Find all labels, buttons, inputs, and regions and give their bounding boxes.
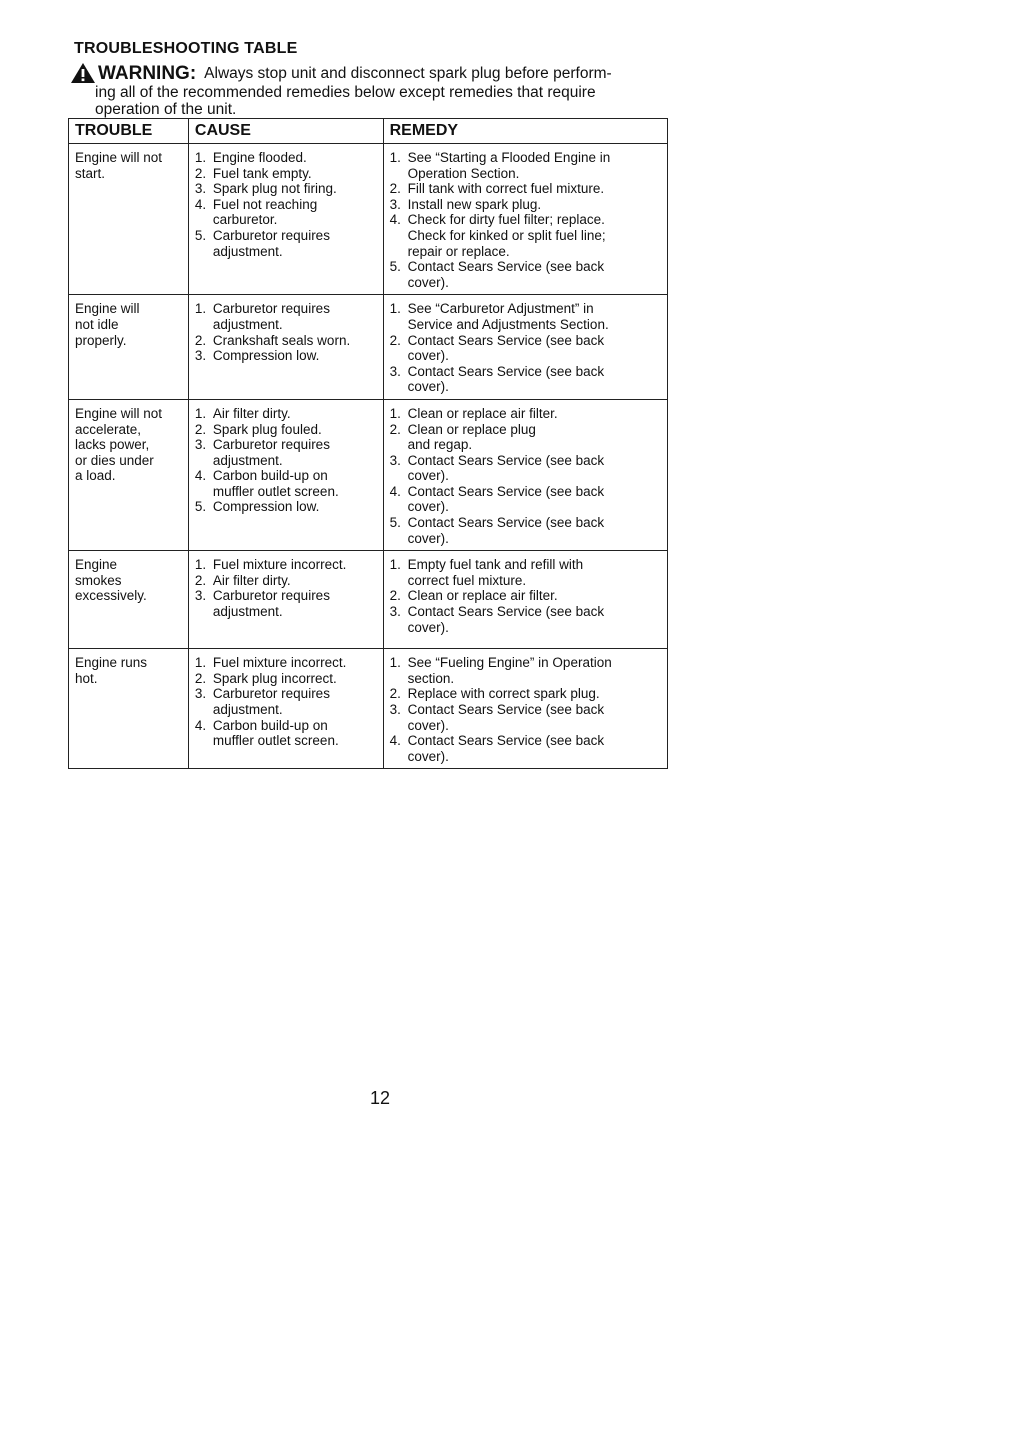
troubleshooting-table xyxy=(68,118,668,769)
item-line: Check for dirty fuel filter; replace. xyxy=(407,212,605,228)
remedy-item xyxy=(390,197,661,213)
cause-item xyxy=(195,301,377,332)
item-text xyxy=(408,588,661,604)
item-number: 2. xyxy=(194,332,207,348)
cause-item xyxy=(195,468,377,499)
item-number: 3. xyxy=(389,363,401,379)
item-text xyxy=(213,718,377,749)
remedy-item xyxy=(390,588,661,604)
item-text xyxy=(408,181,661,197)
item-line: correct fuel mixture. xyxy=(407,572,527,588)
item-number: 1. xyxy=(389,150,401,165)
item-number: 1. xyxy=(194,405,207,421)
remedy-cell xyxy=(383,399,667,550)
item-line: Compression low. xyxy=(212,348,320,364)
item-number: 3. xyxy=(194,437,207,453)
remedy-item xyxy=(390,515,661,546)
item-line: Clean or replace air filter. xyxy=(407,588,558,604)
item-line: Air filter dirty. xyxy=(212,405,291,421)
item-line: Carburetor requires xyxy=(212,301,330,317)
trouble-line: hot. xyxy=(75,670,98,686)
item-number: 1. xyxy=(389,655,401,671)
cause-item xyxy=(195,499,377,515)
item-line: carburetor. xyxy=(212,212,278,228)
remedy-item xyxy=(390,364,661,395)
item-number: 5. xyxy=(194,499,207,515)
item-number: 2. xyxy=(389,686,401,702)
item-line: Replace with correct spark plug. xyxy=(407,686,600,702)
item-text xyxy=(213,557,377,573)
item-text xyxy=(408,406,661,422)
trouble-line: accelerate, xyxy=(75,421,142,437)
warning-first-line xyxy=(70,62,670,84)
trouble-cell xyxy=(69,399,189,550)
item-line: cover). xyxy=(407,348,449,364)
cause-item xyxy=(195,348,377,364)
item-line: Carburetor requires xyxy=(212,227,330,243)
cause-item xyxy=(195,588,377,619)
item-line: See “Starting a Flooded Engine in xyxy=(407,150,611,165)
trouble-line: Engine will not xyxy=(75,405,163,421)
trouble-line: or dies under xyxy=(75,452,154,468)
trouble-line: Engine xyxy=(75,557,118,573)
trouble-line: properly. xyxy=(75,332,127,348)
table-row xyxy=(69,551,668,649)
item-number: 4. xyxy=(194,717,207,733)
remedy-item xyxy=(390,422,661,453)
item-text xyxy=(408,259,661,290)
header-cause: CAUSE xyxy=(188,119,383,144)
item-text xyxy=(213,573,377,589)
warning-text-line3: operation of the unit. xyxy=(95,101,237,118)
cause-item xyxy=(195,228,377,259)
warning-label: WARNING: xyxy=(98,62,197,84)
item-text xyxy=(213,150,377,166)
cause-item xyxy=(195,437,377,468)
trouble-line: a load. xyxy=(75,468,116,484)
item-line: Fill tank with correct fuel mixture. xyxy=(407,181,605,197)
cause-item xyxy=(195,197,377,228)
item-number: 4. xyxy=(194,196,207,212)
remedy-item xyxy=(390,150,661,181)
item-number: 2. xyxy=(389,588,401,604)
cause-item xyxy=(195,181,377,197)
remedy-item xyxy=(390,181,661,197)
item-line: adjustment. xyxy=(212,702,283,718)
item-line: See “Carburetor Adjustment” in xyxy=(407,301,594,317)
remedy-item xyxy=(390,333,661,364)
item-line: Air filter dirty. xyxy=(212,572,291,588)
cause-cell xyxy=(188,144,383,295)
item-text xyxy=(213,181,377,197)
trouble-line: smokes xyxy=(75,572,122,588)
item-line: Carburetor requires xyxy=(212,686,330,702)
item-line: Crankshaft seals worn. xyxy=(212,332,351,348)
cause-item xyxy=(195,150,377,166)
remedy-item xyxy=(390,702,661,733)
item-line: Contact Sears Service (see back xyxy=(407,259,605,275)
item-number: 2. xyxy=(389,181,401,197)
cause-cell xyxy=(188,295,383,400)
item-text xyxy=(408,150,661,181)
item-text xyxy=(213,588,377,619)
remedy-item xyxy=(390,212,661,259)
warning-triangle-icon xyxy=(70,62,96,84)
item-line: cover). xyxy=(407,499,449,515)
item-text xyxy=(213,468,377,499)
item-number: 2. xyxy=(194,572,207,588)
item-line: Carbon build-up on xyxy=(212,468,328,484)
item-line: Carburetor requires xyxy=(212,588,330,604)
trouble-cell xyxy=(69,295,189,400)
item-text xyxy=(213,166,377,182)
item-number: 1. xyxy=(194,557,207,573)
item-line: muffler outlet screen. xyxy=(212,483,339,499)
item-line: cover). xyxy=(407,530,449,546)
item-number: 5. xyxy=(389,259,401,275)
item-number: 3. xyxy=(389,452,401,468)
item-number: 3. xyxy=(194,686,207,702)
remedy-item xyxy=(390,301,661,332)
item-text xyxy=(408,197,661,213)
item-text xyxy=(408,364,661,395)
remedy-item xyxy=(390,557,661,588)
item-text xyxy=(213,655,377,671)
item-line: Contact Sears Service (see back xyxy=(407,363,605,379)
item-line: Spark plug not firing. xyxy=(212,181,337,197)
table-row xyxy=(69,144,668,295)
trouble-line: Engine will not xyxy=(75,150,163,165)
item-line: cover). xyxy=(407,379,449,395)
remedy-item xyxy=(390,655,661,686)
item-line: Contact Sears Service (see back xyxy=(407,483,605,499)
cause-item xyxy=(195,557,377,573)
item-line: Fuel tank empty. xyxy=(212,165,312,181)
item-number: 2. xyxy=(389,421,401,437)
item-line: Empty fuel tank and refill with xyxy=(407,557,584,573)
item-line: adjustment. xyxy=(212,243,283,259)
trouble-cell xyxy=(69,649,189,769)
item-line: cover). xyxy=(407,619,449,635)
table-row xyxy=(69,295,668,400)
item-number: 5. xyxy=(389,515,401,531)
remedy-cell xyxy=(383,551,667,649)
warning-block xyxy=(70,62,670,118)
item-text xyxy=(213,228,377,259)
item-text xyxy=(408,686,661,702)
item-text xyxy=(408,655,661,686)
item-line: Engine flooded. xyxy=(212,150,307,165)
cause-item xyxy=(195,333,377,349)
item-line: Clean or replace plug xyxy=(407,421,536,437)
item-line: Fuel mixture incorrect. xyxy=(212,655,347,671)
item-line: Contact Sears Service (see back xyxy=(407,332,605,348)
table-row xyxy=(69,399,668,550)
warning-text-line2: ing all of the recommended remedies below except remedies that require xyxy=(95,84,596,101)
item-number: 1. xyxy=(194,301,207,317)
remedy-cell xyxy=(383,649,667,769)
remedy-item xyxy=(390,604,661,635)
item-text xyxy=(213,301,377,332)
page-number: 12 xyxy=(369,1088,391,1108)
remedy-item xyxy=(390,453,661,484)
item-number: 4. xyxy=(389,483,401,499)
item-number: 3. xyxy=(389,702,401,718)
item-text xyxy=(408,484,661,515)
trouble-line: not idle xyxy=(75,316,119,332)
remedy-cell xyxy=(383,295,667,400)
item-line: Fuel not reaching xyxy=(212,196,318,212)
table-header-row xyxy=(69,119,668,144)
item-line: Check for kinked or split fuel line; xyxy=(407,227,606,243)
item-line: Contact Sears Service (see back xyxy=(407,733,605,749)
trouble-cell xyxy=(69,551,189,649)
item-number: 4. xyxy=(389,212,401,228)
cause-item xyxy=(195,655,377,671)
item-line: Compression low. xyxy=(212,499,320,515)
trouble-line: excessively. xyxy=(75,588,147,604)
item-text xyxy=(213,437,377,468)
item-line: Contact Sears Service (see back xyxy=(407,515,605,531)
item-line: Service and Adjustments Section. xyxy=(407,316,609,332)
item-line: See “Fueling Engine” in Operation xyxy=(407,655,612,671)
item-number: 1. xyxy=(389,557,401,573)
header-trouble: TROUBLE xyxy=(69,119,189,144)
item-line: Spark plug incorrect. xyxy=(212,670,337,686)
item-number: 1. xyxy=(194,150,207,165)
trouble-line: Engine will xyxy=(75,301,140,317)
trouble-line: lacks power, xyxy=(75,437,150,453)
item-number: 5. xyxy=(194,227,207,243)
cause-item xyxy=(195,718,377,749)
cause-item xyxy=(195,686,377,717)
remedy-item xyxy=(390,686,661,702)
cause-cell xyxy=(188,649,383,769)
item-number: 3. xyxy=(194,348,207,364)
header-remedy: REMEDY xyxy=(383,119,667,144)
item-number: 2. xyxy=(194,421,207,437)
item-number: 1. xyxy=(389,405,401,421)
item-line: Contact Sears Service (see back xyxy=(407,452,605,468)
remedy-cell xyxy=(383,144,667,295)
item-line: Carbon build-up on xyxy=(212,717,328,733)
cause-item xyxy=(195,671,377,687)
item-line: cover). xyxy=(407,274,449,290)
item-text xyxy=(408,557,661,588)
item-number: 1. xyxy=(389,301,401,317)
item-number: 2. xyxy=(194,165,207,181)
trouble-line: start. xyxy=(75,165,106,181)
remedy-item xyxy=(390,406,661,422)
item-number: 3. xyxy=(194,588,207,604)
page-title: TROUBLESHOOTING TABLE xyxy=(74,40,298,57)
item-line: adjustment. xyxy=(212,604,283,620)
item-number: 2. xyxy=(389,332,401,348)
item-text xyxy=(213,197,377,228)
table-row xyxy=(69,649,668,769)
item-text xyxy=(213,686,377,717)
item-text xyxy=(213,422,377,438)
item-text xyxy=(213,499,377,515)
cause-item xyxy=(195,406,377,422)
remedy-item xyxy=(390,733,661,764)
item-number: 3. xyxy=(389,196,401,212)
item-text xyxy=(408,301,661,332)
item-text xyxy=(408,333,661,364)
item-text xyxy=(213,333,377,349)
item-text xyxy=(408,422,661,453)
cause-item xyxy=(195,166,377,182)
item-line: cover). xyxy=(407,748,449,764)
item-line: Contact Sears Service (see back xyxy=(407,702,605,718)
remedy-item xyxy=(390,259,661,290)
item-number: 2. xyxy=(194,670,207,686)
item-line: Install new spark plug. xyxy=(407,196,542,212)
item-number: 3. xyxy=(194,181,207,197)
cause-cell xyxy=(188,399,383,550)
item-line: Clean or replace air filter. xyxy=(407,405,558,421)
item-number: 4. xyxy=(194,468,207,484)
item-line: section. xyxy=(407,670,455,686)
item-line: cover). xyxy=(407,717,449,733)
item-text xyxy=(213,406,377,422)
item-line: Carburetor requires xyxy=(212,437,330,453)
item-line: repair or replace. xyxy=(407,243,510,259)
cause-item xyxy=(195,422,377,438)
item-line: Spark plug fouled. xyxy=(212,421,322,437)
item-line: cover). xyxy=(407,468,449,484)
item-line: Operation Section. xyxy=(407,165,520,181)
item-line: muffler outlet screen. xyxy=(212,733,339,749)
item-text xyxy=(213,348,377,364)
item-text xyxy=(408,604,661,635)
item-line: Fuel mixture incorrect. xyxy=(212,557,347,573)
trouble-cell xyxy=(69,144,189,295)
item-line: adjustment. xyxy=(212,316,283,332)
item-number: 4. xyxy=(389,733,401,749)
item-text xyxy=(408,453,661,484)
remedy-item xyxy=(390,484,661,515)
warning-text-line1: Always stop unit and disconnect spark plug before perform- xyxy=(204,64,612,82)
table-body xyxy=(69,144,668,769)
item-line: Contact Sears Service (see back xyxy=(407,604,605,620)
item-text xyxy=(408,702,661,733)
item-line: and regap. xyxy=(407,437,473,453)
item-number: 1. xyxy=(194,655,207,671)
item-line: adjustment. xyxy=(212,452,283,468)
item-text xyxy=(408,733,661,764)
item-text xyxy=(213,671,377,687)
item-text xyxy=(408,212,661,259)
item-text xyxy=(408,515,661,546)
item-number: 3. xyxy=(389,604,401,620)
trouble-line: Engine runs xyxy=(75,655,148,671)
cause-cell xyxy=(188,551,383,649)
cause-item xyxy=(195,573,377,589)
